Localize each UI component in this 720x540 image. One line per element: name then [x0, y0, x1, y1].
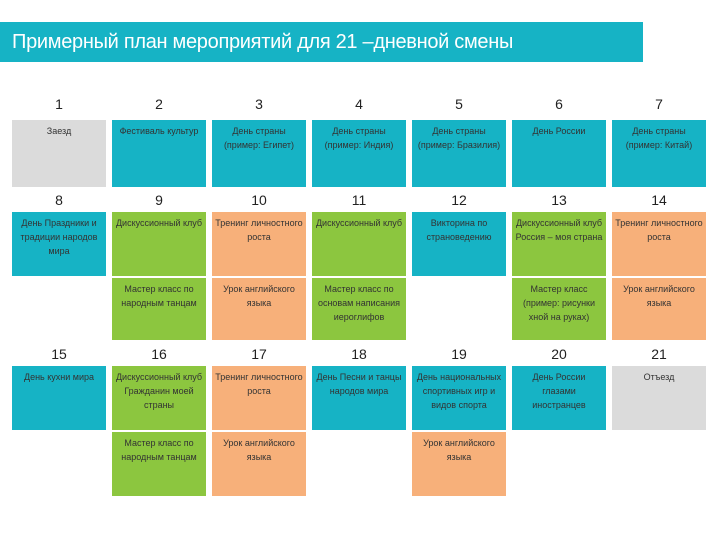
- activity-cell-empty: [512, 432, 606, 496]
- activity-cell: Заезд: [12, 120, 106, 187]
- activity-cell: Тренинг личностного роста: [212, 212, 306, 276]
- activity-cell: Дискуссионный клуб: [312, 212, 406, 276]
- activity-cell: День национальных спортивных игр и видов спорта: [412, 366, 506, 430]
- activity-cell: Урок английского языка: [212, 432, 306, 496]
- day-number: 3: [255, 96, 263, 112]
- day-number: 21: [651, 346, 667, 362]
- activity-cell: Мастер класс по народным танцам: [112, 278, 206, 340]
- day-number: 10: [251, 192, 267, 208]
- activity-cell-empty: [612, 432, 706, 496]
- activity-cell: День страны (пример: Египет): [212, 120, 306, 187]
- activity-cell: Урок английского языка: [412, 432, 506, 496]
- day-number: 6: [555, 96, 563, 112]
- activity-cell-empty: [312, 432, 406, 496]
- activity-cell: Фестиваль культур: [112, 120, 206, 187]
- day-number: 13: [551, 192, 567, 208]
- activity-cell: День страны (пример: Китай): [612, 120, 706, 187]
- activity-cell: Отъезд: [612, 366, 706, 430]
- activity-cell: Урок английского языка: [212, 278, 306, 340]
- activity-cell: День Песни и танцы народов мира: [312, 366, 406, 430]
- activity-cell: День страны (пример: Бразилия): [412, 120, 506, 187]
- activity-cell: Урок английского языка: [612, 278, 706, 340]
- activity-cell: Мастер класс по народным танцам: [112, 432, 206, 496]
- activity-cell: День кухни мира: [12, 366, 106, 430]
- day-number: 15: [51, 346, 67, 362]
- day-number: 19: [451, 346, 467, 362]
- activity-cell: День России глазами иностранцев: [512, 366, 606, 430]
- activity-cell: День Праздники и традиции народов мира: [12, 212, 106, 276]
- day-number: 16: [151, 346, 167, 362]
- day-number: 14: [651, 192, 667, 208]
- day-number: 4: [355, 96, 363, 112]
- activity-cell: Дискуссионный клуб Россия – моя страна: [512, 212, 606, 276]
- day-number: 18: [351, 346, 367, 362]
- page-title: Примерный план мероприятий для 21 –дневной смены: [0, 22, 643, 62]
- day-number: 2: [155, 96, 163, 112]
- activity-cell-empty: [12, 278, 106, 340]
- activity-cell: День страны (пример: Индия): [312, 120, 406, 187]
- day-number: 8: [55, 192, 63, 208]
- day-number: 12: [451, 192, 467, 208]
- activity-cell: Дискуссионный клуб Гражданин моей страны: [112, 366, 206, 430]
- activity-cell: Викторина по страноведению: [412, 212, 506, 276]
- day-number: 7: [655, 96, 663, 112]
- day-number: 1: [55, 96, 63, 112]
- day-number: 20: [551, 346, 567, 362]
- day-number: 17: [251, 346, 267, 362]
- day-number: 11: [351, 192, 367, 208]
- activity-cell-empty: [412, 278, 506, 340]
- day-number: 9: [155, 192, 163, 208]
- day-number: 5: [455, 96, 463, 112]
- activity-cell: День России: [512, 120, 606, 187]
- activity-cell: Мастер класс (пример: рисунки хной на руках): [512, 278, 606, 340]
- activity-cell-empty: [12, 432, 106, 496]
- activity-cell: Дискуссионный клуб: [112, 212, 206, 276]
- activity-cell: Тренинг личностного роста: [212, 366, 306, 430]
- activity-cell: Тренинг личностного роста: [612, 212, 706, 276]
- activity-cell: Мастер класс по основам написания иероглифов: [312, 278, 406, 340]
